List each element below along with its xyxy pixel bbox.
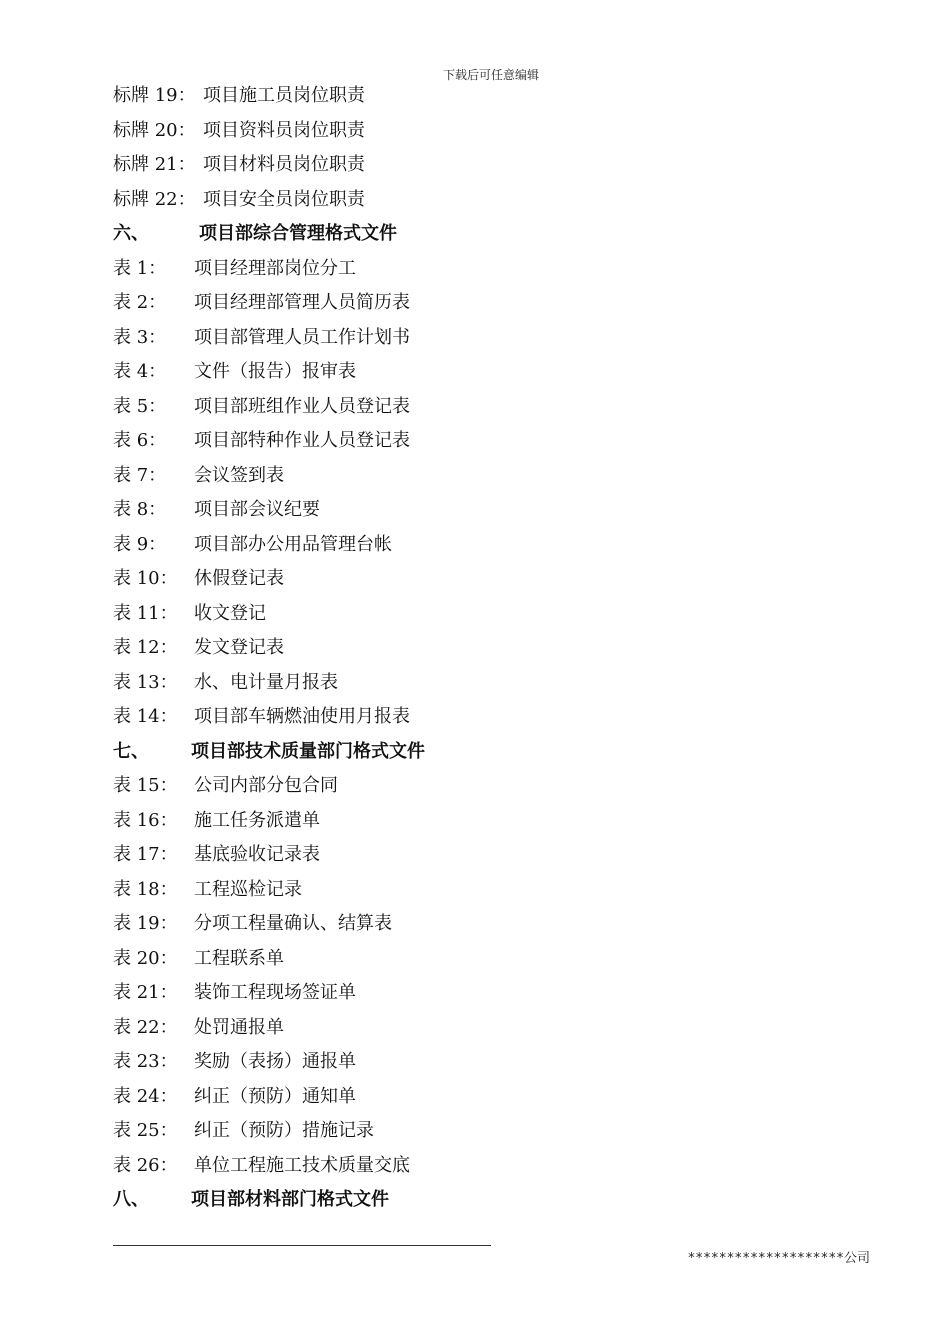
table-title: 工程巡检记录: [194, 878, 302, 900]
table-label: 表 24：: [113, 1085, 178, 1107]
table-label: 表 16：: [113, 809, 178, 831]
section-title: 项目部技术质量部门格式文件: [191, 740, 425, 762]
section-title: 项目部综合管理格式文件: [199, 223, 397, 244]
table-title: 会议签到表: [194, 464, 284, 486]
section-heading-7: [113, 735, 873, 770]
table-item: [113, 597, 873, 632]
footer-divider: [113, 1245, 491, 1246]
table-title: 纠正（预防）措施记录: [194, 1120, 374, 1141]
table-label: 表 13：: [113, 671, 178, 693]
sign-title: 项目安全员岗位职责: [203, 188, 365, 210]
sign-title: 项目施工员岗位职责: [203, 85, 365, 106]
table-title: 分项工程量确认、结算表: [194, 913, 392, 934]
sign-label: 标牌 22：: [113, 188, 196, 210]
table-title: 发文登记表: [194, 637, 284, 658]
table-item: [113, 286, 873, 321]
table-title: 工程联系单: [194, 947, 284, 969]
section-title: 项目部材料部门格式文件: [191, 1189, 389, 1210]
section-heading-6: [113, 217, 873, 252]
table-title: 处罚通报单: [194, 1016, 284, 1038]
sign-title: 项目资料员岗位职责: [203, 119, 365, 141]
section-heading-8: [113, 1183, 873, 1218]
table-title: 项目经理部管理人员简历表: [194, 292, 410, 313]
table-item: [113, 666, 873, 701]
table-label: 表 21：: [113, 982, 178, 1003]
table-item: [113, 390, 873, 425]
table-label: 表 1：: [113, 257, 167, 279]
section-number: 六、: [113, 223, 149, 244]
table-label: 表 5：: [113, 395, 167, 417]
table-item: [113, 976, 873, 1011]
sign-item: [113, 114, 873, 149]
table-label: 表 12：: [113, 637, 178, 658]
table-title: 单位工程施工技术质量交底: [194, 1154, 410, 1176]
table-label: 表 26：: [113, 1154, 178, 1176]
table-item: [113, 631, 873, 666]
table-item: [113, 528, 873, 563]
table-item: [113, 769, 873, 804]
table-title: 收文登记: [194, 602, 266, 624]
table-label: 表 20：: [113, 947, 178, 969]
table-label: 表 7：: [113, 464, 167, 486]
table-item: [113, 1080, 873, 1115]
sign-item: [113, 148, 873, 183]
table-item: [113, 1045, 873, 1080]
table-title: 装饰工程现场签证单: [194, 982, 356, 1003]
table-label: 表 8：: [113, 499, 167, 520]
table-title: 休假登记表: [194, 568, 284, 589]
table-title: 项目部会议纪要: [194, 499, 320, 520]
section-number: 七、: [113, 740, 149, 762]
table-label: 表 18：: [113, 878, 178, 900]
table-item: [113, 424, 873, 459]
table-label: 表 3：: [113, 326, 167, 348]
table-title: 项目部特种作业人员登记表: [194, 430, 410, 451]
sign-label: 标牌 20：: [113, 119, 196, 141]
section-number: 八、: [113, 1189, 149, 1210]
table-item: [113, 700, 873, 735]
table-title: 项目部班组作业人员登记表: [194, 395, 410, 417]
table-label: 表 2：: [113, 292, 167, 313]
table-item: [113, 873, 873, 908]
table-label: 表 10：: [113, 568, 178, 589]
table-title: 文件（报告）报审表: [194, 361, 356, 382]
table-label: 表 19：: [113, 913, 178, 934]
table-item: [113, 321, 873, 356]
table-title: 项目部管理人员工作计划书: [194, 326, 410, 348]
sign-item: [113, 183, 873, 218]
table-title: 项目经理部岗位分工: [194, 257, 356, 279]
sign-label: 标牌 21：: [113, 154, 196, 175]
table-item: [113, 493, 873, 528]
table-label: 表 4：: [113, 361, 167, 382]
table-label: 表 22：: [113, 1016, 178, 1038]
table-title: 项目部车辆燃油使用月报表: [194, 706, 410, 727]
table-title: 奖励（表扬）通报单: [194, 1051, 356, 1072]
sign-title: 项目材料员岗位职责: [203, 154, 365, 175]
page-header-note: 下载后可任意编辑: [442, 68, 539, 82]
table-label: 表 6：: [113, 430, 167, 451]
table-item: [113, 1114, 873, 1149]
table-item: [113, 459, 873, 494]
table-label: 表 17：: [113, 844, 178, 865]
document-body: [113, 79, 873, 1218]
table-label: 表 25：: [113, 1120, 178, 1141]
table-label: 表 11：: [113, 602, 178, 624]
table-title: 项目部办公用品管理台帐: [194, 533, 392, 555]
table-item: [113, 562, 873, 597]
table-item: [113, 838, 873, 873]
sign-label: 标牌 19：: [113, 85, 196, 106]
footer-company: ********************公司: [687, 1251, 870, 1266]
table-title: 基底验收记录表: [194, 844, 320, 865]
table-item: [113, 1149, 873, 1184]
sign-item: [113, 79, 873, 114]
table-label: 表 9：: [113, 533, 167, 555]
table-item: [113, 355, 873, 390]
table-label: 表 14：: [113, 706, 178, 727]
table-title: 水、电计量月报表: [194, 671, 338, 693]
table-label: 表 23：: [113, 1051, 178, 1072]
table-item: [113, 907, 873, 942]
table-item: [113, 942, 873, 977]
table-title: 纠正（预防）通知单: [194, 1085, 356, 1107]
table-title: 施工任务派遣单: [194, 809, 320, 831]
table-title: 公司内部分包合同: [194, 775, 338, 796]
table-label: 表 15：: [113, 775, 178, 796]
table-item: [113, 1011, 873, 1046]
table-item: [113, 804, 873, 839]
table-item: [113, 252, 873, 287]
